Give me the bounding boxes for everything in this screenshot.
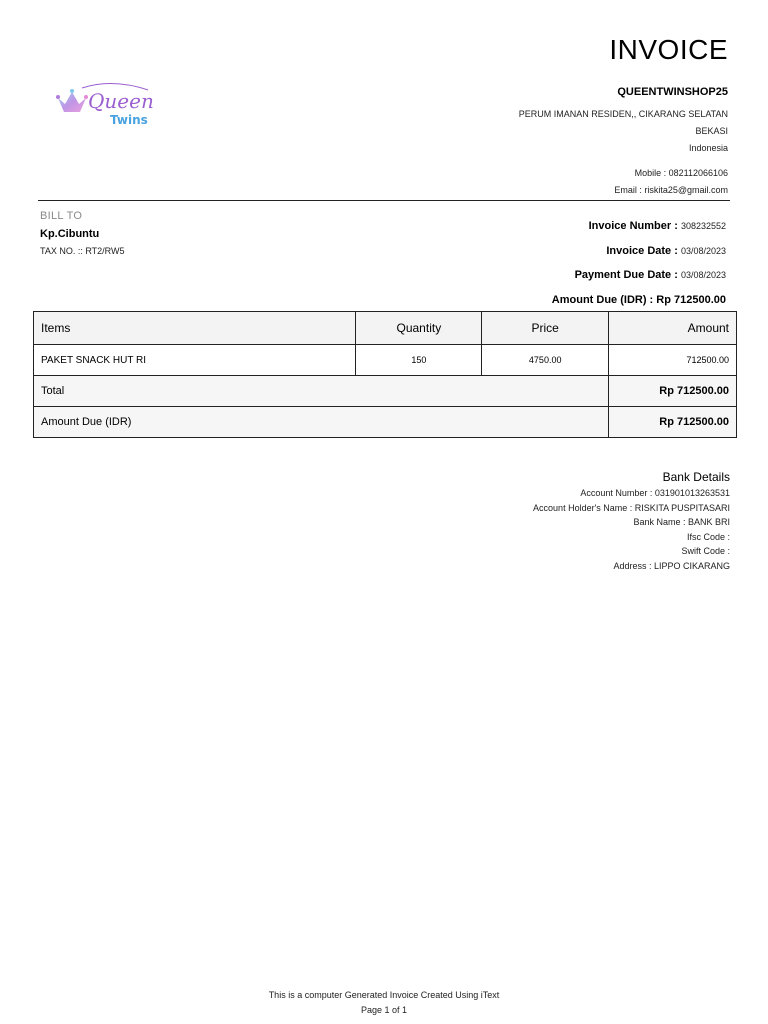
payment-due-row: Payment Due Date : 03/08/2023 (574, 269, 726, 281)
amount-due-label: Amount Due (IDR) (34, 407, 609, 438)
invoice-title: INVOICE (609, 34, 728, 65)
amount-due-summary: Amount Due (IDR) : Rp 712500.00 (551, 293, 726, 306)
total-row (34, 376, 737, 407)
amount-due-value: Rp 712500.00 (609, 407, 737, 438)
invoice-date: 03/08/2023 (680, 245, 726, 256)
footer-note: This is a computer Generated Invoice Created Using iText (268, 990, 500, 1000)
row-amount: 712500.00 (609, 345, 737, 376)
bank-name: Bank Name : BANK BRI (633, 517, 730, 528)
total-label: Total (34, 376, 609, 407)
company-city: BEKASI (695, 126, 728, 136)
crown-icon (58, 92, 86, 112)
bank-swift: Swift Code : (681, 546, 730, 557)
table-header-row (34, 312, 737, 345)
company-name: QUEENTWINSHOP25 (617, 86, 728, 98)
header-quantity: Quantity (356, 312, 482, 345)
company-email: Email : riskita25@gmail.com (614, 185, 728, 195)
row-quantity: 150 (356, 345, 482, 376)
company-info (519, 86, 728, 199)
invoice-number-row: Invoice Number : 308232552 (588, 220, 726, 232)
page-number: Page 1 of 1 (360, 1004, 408, 1015)
bill-to-name: Kp.Cibuntu (40, 228, 100, 240)
crown-logo-graphic (52, 80, 154, 130)
company-mobile: Mobile : 082112066106 (634, 168, 728, 178)
invoice-date-row: Invoice Date : 03/08/2023 (606, 244, 726, 257)
bill-to-tax: TAX NO. :: RT2/RW5 (40, 246, 125, 256)
company-country: Indonesia (688, 143, 728, 153)
table-row (34, 345, 737, 376)
bank-ifsc: Ifsc Code : (686, 531, 730, 542)
items-table (33, 311, 737, 438)
invoice-number: 308232552 (680, 221, 726, 231)
logo-word-twins: Twins (110, 113, 148, 127)
amount-due-row (34, 407, 737, 438)
bank-details-heading: Bank Details (662, 470, 730, 484)
page-footer (0, 988, 768, 1017)
bill-to-label: BILL TO (40, 210, 83, 222)
header-divider (38, 200, 730, 201)
company-logo (52, 80, 154, 130)
bank-address: Address : LIPPO CIKARANG (613, 560, 730, 571)
bank-account-number: Account Number : 031901013263531 (580, 488, 730, 498)
logo-word-queen: Queen (88, 89, 154, 113)
header-items: Items (34, 312, 356, 345)
payment-due-date: 03/08/2023 (680, 270, 726, 280)
bank-account-holder: Account Holder's Name : RISKITA PUSPITASARI (533, 502, 730, 513)
header-price: Price (482, 312, 609, 345)
total-value: Rp 712500.00 (609, 376, 737, 407)
company-address: PERUM IMANAN RESIDEN,, CIKARANG SELATAN (518, 109, 728, 119)
header-amount: Amount (609, 312, 737, 345)
invoice-meta (552, 214, 726, 312)
bank-details (533, 470, 730, 574)
row-item: PAKET SNACK HUT RI (34, 345, 356, 376)
row-price: 4750.00 (482, 345, 609, 376)
